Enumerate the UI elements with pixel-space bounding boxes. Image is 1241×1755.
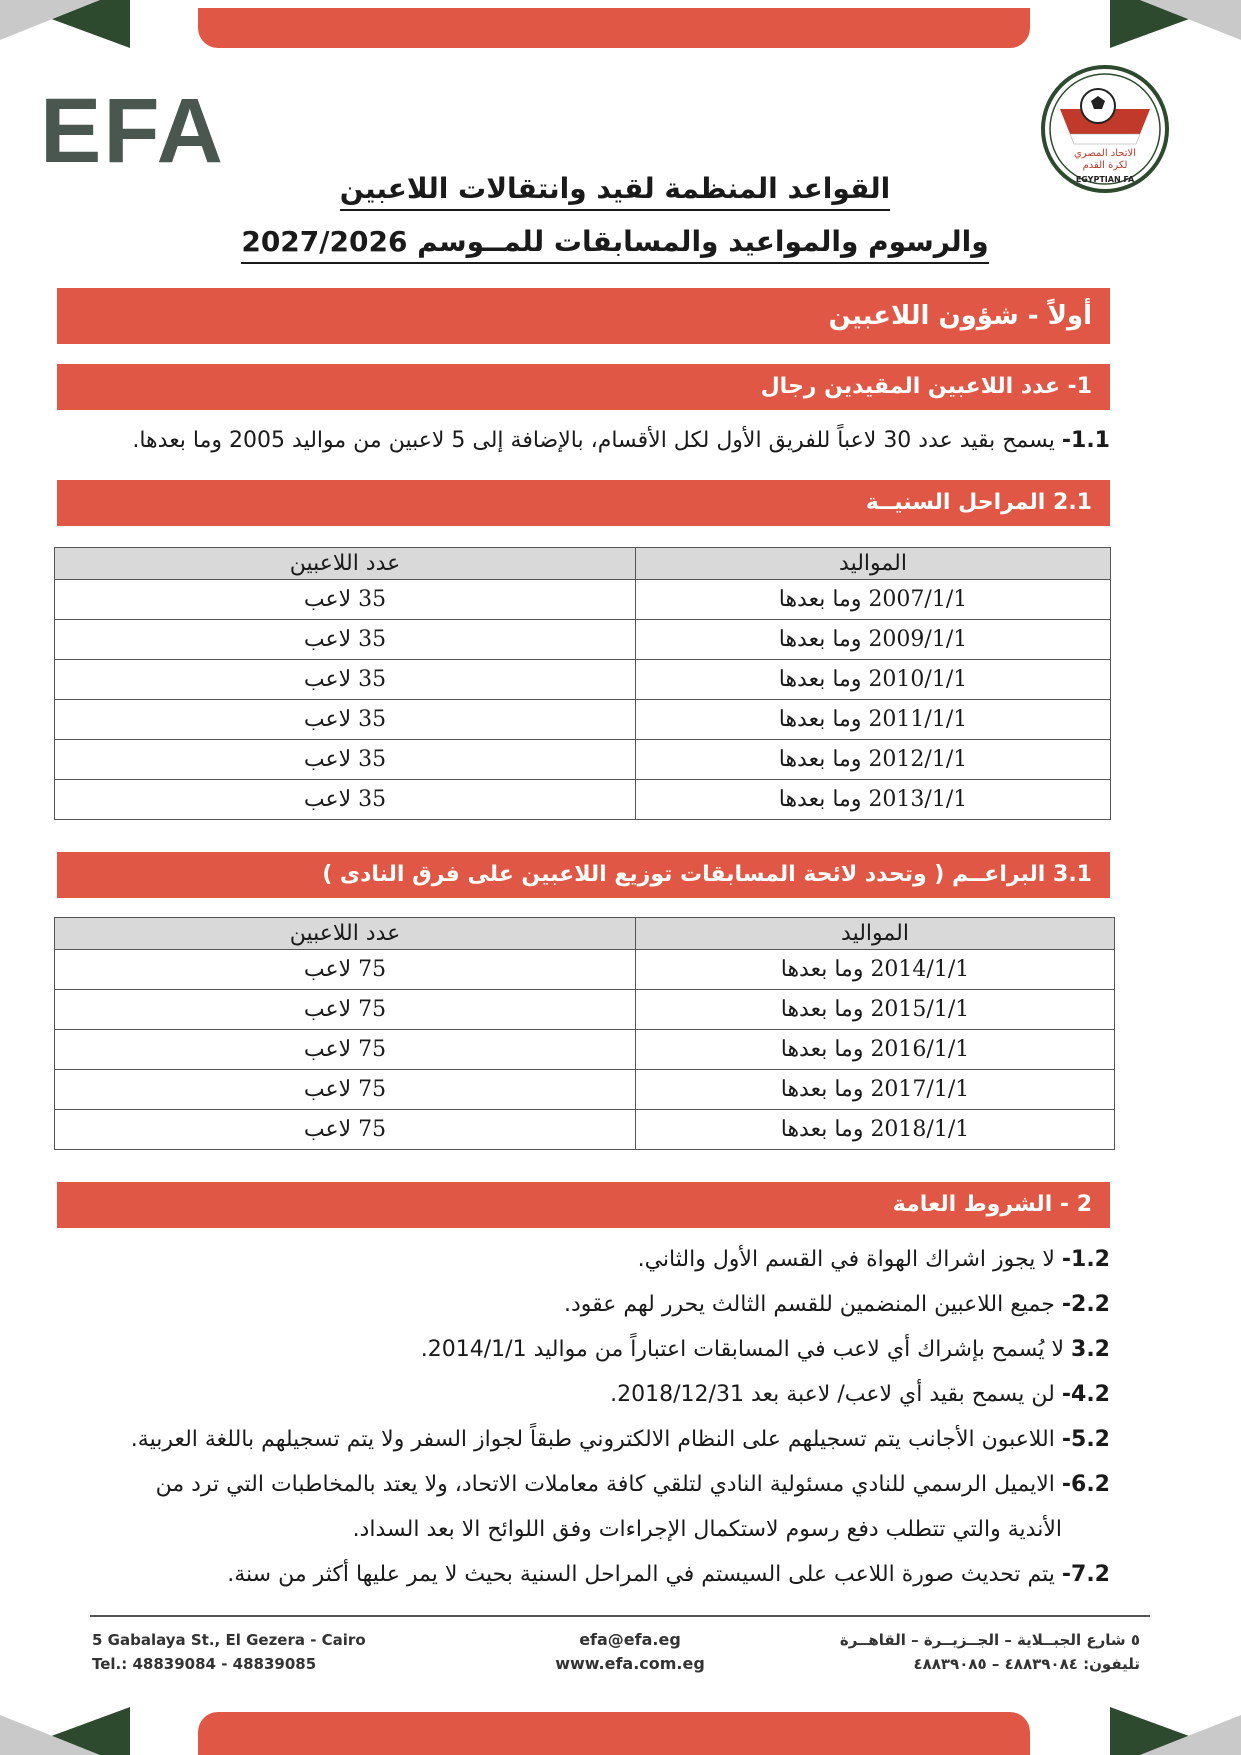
table-cell-birthdate: 2013/1/1 وما بعدها xyxy=(636,780,1111,820)
svg-text:الاتحاد المصري: الاتحاد المصري xyxy=(1073,148,1137,159)
list-item-number: 6.2- xyxy=(1061,1472,1110,1497)
list-item xyxy=(110,1237,1110,1282)
list-item xyxy=(110,1552,1110,1597)
table-cell-birthdate: 2010/1/1 وما بعدها xyxy=(636,660,1111,700)
footer-contact xyxy=(520,1628,740,1676)
footer-address-en xyxy=(92,1628,366,1676)
list-item-number: 3.2 xyxy=(1071,1337,1110,1362)
list-item xyxy=(110,1462,1110,1507)
list-item-continuation xyxy=(110,1507,1110,1552)
table-cell-count: 35 لاعب xyxy=(55,660,636,700)
list-item-text: لا يجوز اشراك الهواة في القسم الأول والثاني. xyxy=(637,1247,1055,1272)
table-row xyxy=(55,1030,1115,1070)
table-header-row xyxy=(55,918,1115,950)
list-item xyxy=(110,1327,1110,1372)
footer-address-line-ar: ٥ شارع الجبــلاية – الجــزيــرة – القاهــرة xyxy=(839,1631,1140,1649)
subheading-age-stages: 2.1 المراحل السنيــة xyxy=(57,480,1110,526)
table-row xyxy=(55,1110,1115,1150)
paragraph-1-1-text: يسمح بقيد عدد 30 لاعباً للفريق الأول لكل الأقسام، بالإضافة إلى 5 لاعبين من مواليد 2005 وما بعدها. xyxy=(132,428,1055,453)
efa-wordmark: EFA xyxy=(40,80,225,182)
subheading-registered-men: 1- عدد اللاعبين المقيدين رجال xyxy=(57,364,1110,410)
page-title-line1: القواعد المنظمة لقيد وانتقالات اللاعبين xyxy=(150,172,1080,205)
table-cell-birthdate: 2009/1/1 وما بعدها xyxy=(636,620,1111,660)
table-cell-count: 35 لاعب xyxy=(55,620,636,660)
table-row xyxy=(55,620,1111,660)
table-cell-count: 35 لاعب xyxy=(55,700,636,740)
list-item-text: اللاعبون الأجانب يتم تسجيلهم على النظام الالكتروني طبقاً لجواز السفر ولا يتم تسجيلهم باللغة العربية. xyxy=(130,1427,1055,1452)
table-cell-count: 35 لاعب xyxy=(55,740,636,780)
list-item xyxy=(110,1417,1110,1462)
table-cell-count: 75 لاعب xyxy=(55,1070,636,1110)
section-heading-general-conditions: 2 - الشروط العامة xyxy=(57,1182,1110,1228)
table-header-player-count: عدد اللاعبين xyxy=(55,918,636,950)
table-header-player-count: عدد اللاعبين xyxy=(55,548,636,580)
age-stages-table xyxy=(54,547,1111,820)
table-row xyxy=(55,1070,1115,1110)
table-cell-count: 35 لاعب xyxy=(55,580,636,620)
table-row xyxy=(55,780,1111,820)
list-item-number: 1.2- xyxy=(1061,1247,1110,1272)
table-cell-count: 75 لاعب xyxy=(55,990,636,1030)
table-cell-birthdate: 2012/1/1 وما بعدها xyxy=(636,740,1111,780)
svg-text:EGYPTIAN FA: EGYPTIAN FA xyxy=(1075,175,1135,184)
page-title-line2: والرسوم والمواعيد والمسابقات للمــوسم 2027/2026 xyxy=(150,225,1080,258)
footer-address-line: 5 Gabalaya St., El Gezera - Cairo xyxy=(92,1631,366,1649)
footer-divider xyxy=(90,1615,1150,1617)
bottom-right-corner-decor xyxy=(1100,1705,1241,1755)
table-row xyxy=(55,990,1115,1030)
paragraph-1-1-number: 1.1- xyxy=(1061,428,1110,453)
list-item-number: 5.2- xyxy=(1061,1427,1110,1452)
table-cell-count: 75 لاعب xyxy=(55,1110,636,1150)
table-cell-birthdate: 2007/1/1 وما بعدها xyxy=(636,580,1111,620)
list-item-text: الأندية والتي تتطلب دفع رسوم لاستكمال الإجراءات وفق اللوائح الا بعد السداد. xyxy=(352,1517,1062,1542)
bottom-decor-bar xyxy=(198,1712,1030,1755)
table-row xyxy=(55,700,1111,740)
table-header-birthdate: المواليد xyxy=(636,918,1115,950)
bottom-left-corner-decor xyxy=(0,1705,140,1755)
list-item-text: لن يسمح بقيد أي لاعب/ لاعبة بعد 2018/12/31. xyxy=(610,1382,1055,1407)
table-cell-count: 75 لاعب xyxy=(55,950,636,990)
list-item xyxy=(110,1282,1110,1327)
table-cell-birthdate: 2017/1/1 وما بعدها xyxy=(636,1070,1115,1110)
table-cell-birthdate: 2016/1/1 وما بعدها xyxy=(636,1030,1115,1070)
footer-email-link[interactable]: efa@efa.eg xyxy=(579,1630,681,1649)
list-item-text: يتم تحديث صورة اللاعب على السيستم في المراحل السنية بحيث لا يمر عليها أكثر من سنة. xyxy=(227,1562,1055,1587)
table-cell-birthdate: 2014/1/1 وما بعدها xyxy=(636,950,1115,990)
table-cell-birthdate: 2018/1/1 وما بعدها xyxy=(636,1110,1115,1150)
table-cell-birthdate: 2015/1/1 وما بعدها xyxy=(636,990,1115,1030)
juniors-table xyxy=(54,917,1115,1150)
footer-tel-line-ar: تليفون: ٤٨٨٣٩٠٨٤ – ٤٨٨٣٩٠٨٥ xyxy=(913,1655,1140,1673)
table-row xyxy=(55,740,1111,780)
table-header-birthdate: المواليد xyxy=(636,548,1111,580)
table-row xyxy=(55,660,1111,700)
table-cell-birthdate: 2011/1/1 وما بعدها xyxy=(636,700,1111,740)
top-left-corner-decor xyxy=(0,0,140,50)
top-decor-bar xyxy=(198,8,1030,48)
footer-tel-line: Tel.: 48839084 - 48839085 xyxy=(92,1655,317,1673)
list-item-number: 7.2- xyxy=(1061,1562,1110,1587)
table-row xyxy=(55,580,1111,620)
table-cell-count: 35 لاعب xyxy=(55,780,636,820)
top-right-corner-decor xyxy=(1100,0,1241,50)
paragraph-1-1 xyxy=(57,428,1110,453)
subheading-juniors: 3.1 البراعــم ( وتحدد لائحة المسابقات توزيع اللاعبين على فرق النادى ) xyxy=(57,852,1110,898)
section-heading-players-affairs: أولاً - شؤون اللاعبين xyxy=(57,288,1110,344)
general-conditions-list xyxy=(110,1237,1110,1597)
table-header-row xyxy=(55,548,1111,580)
list-item xyxy=(110,1372,1110,1417)
table-row xyxy=(55,950,1115,990)
footer-website-link[interactable]: www.efa.com.eg xyxy=(555,1654,705,1673)
list-item-number: 2.2- xyxy=(1061,1292,1110,1317)
svg-text:لكرة القدم: لكرة القدم xyxy=(1082,160,1128,171)
list-item-text: جميع اللاعبين المنضمين للقسم الثالث يحرر لهم عقود. xyxy=(563,1292,1055,1317)
footer-address-ar xyxy=(780,1628,1140,1676)
list-item-number: 4.2- xyxy=(1061,1382,1110,1407)
list-item-text: لا يُسمح بإشراك أي لاعب في المسابقات اعتباراً من مواليد 2014/1/1. xyxy=(420,1337,1065,1362)
list-item-text: الايميل الرسمي للنادي مسئولية النادي لتلقي كافة معاملات الاتحاد، ولا يعتد بالمخاطبات التي ترد من xyxy=(155,1472,1055,1497)
table-cell-count: 75 لاعب xyxy=(55,1030,636,1070)
